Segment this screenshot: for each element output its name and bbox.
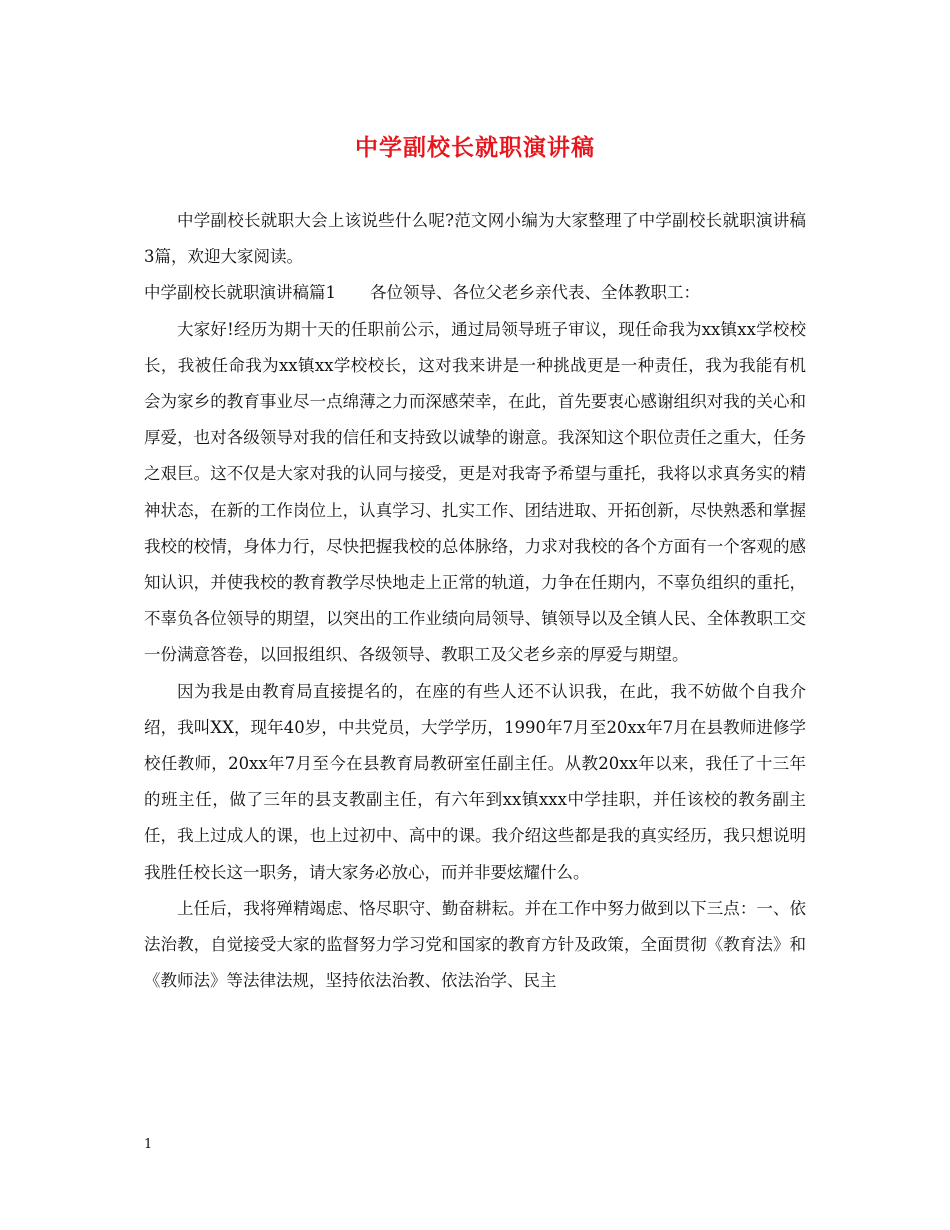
intro-paragraph: 中学副校长就职大会上该说些什么呢?范文网小编为大家整理了中学副校长就职演讲稿3篇，欢迎大家阅读。 <box>144 211 806 267</box>
body-paragraph: 上任后，我将殚精竭虑、恪尽职守、勤奋耕耘。并在工作中努力做到以下三点：一、依法治教，自觉接受大家的监督努力学习党和国家的教育方针及政策，全面贯彻《教育法》和《教师法》等法律法规，坚持依法治教、依法治学、民主 <box>144 898 806 991</box>
document-body <box>144 203 806 999</box>
salutation: 各位领导、各位父老乡亲代表、全体教职工： <box>370 283 700 303</box>
speech-heading: 中学副校长就职演讲稿篇1 <box>144 283 336 303</box>
body-paragraph: 大家好!经历为期十天的任职前公示，通过局领导班子审议，现任命我为xx镇xx学校校长，我被任命我为xx镇xx学校校长，这对我来讲是一种挑战更是一种责任，我为我能有机会为家乡的教育事业尽一点绵薄之力而深感荣幸，在此，首先要衷心感谢组织对我的关心和厚爱，也对各级领导对我的信任和支持致以诚挚的谢意。我深知这个职位责任之重大，任务之艰巨。这不仅是大家对我的认同与接受，更是对我寄予希望与重托，我将以求真务实的精神状态，在新的工作岗位上，认真学习、扎实工作、团结进取、开拓创新，尽快熟悉和掌握我校的校情，身体力行，尽快把握我校的总体脉络，力求对我校的各个方面有一个客观的感知认识，并使我校的教育教学尽快地走上正常的轨道，力争在任期内，不辜负组织的重托，不辜负各位领导的期望，以突出的工作业绩向局领导、镇领导以及全镇人民、全体教职工交一份满意答卷，以回报组织、各级领导、教职工及父老乡亲的厚爱与期望。 <box>144 319 806 665</box>
document-title: 中学副校长就职演讲稿 <box>355 134 595 161</box>
speech-heading-line <box>144 275 806 311</box>
body-paragraph: 因为我是由教育局直接提名的，在座的有些人还不认识我，在此，我不妨做个自我介绍，我叫XX，现年40岁，中共党员，大学学历，1990年7月至20xx年7月在县教师进修学校任教师，20xx年7月至今在县教育局教研室任副主任。从教20xx年以来，我任了十三年的班主任，做了三年的县支教副主任，有六年到xx镇xxx中学挂职，并任该校的教务副主任，我上过成人的课，也上过初中、高中的课。我介绍这些都是我的真实经历，我只想说明我胜任校长这一职务，请大家务必放心，而并非要炫耀什么。 <box>144 681 806 882</box>
page-number: 1 <box>144 1137 153 1152</box>
